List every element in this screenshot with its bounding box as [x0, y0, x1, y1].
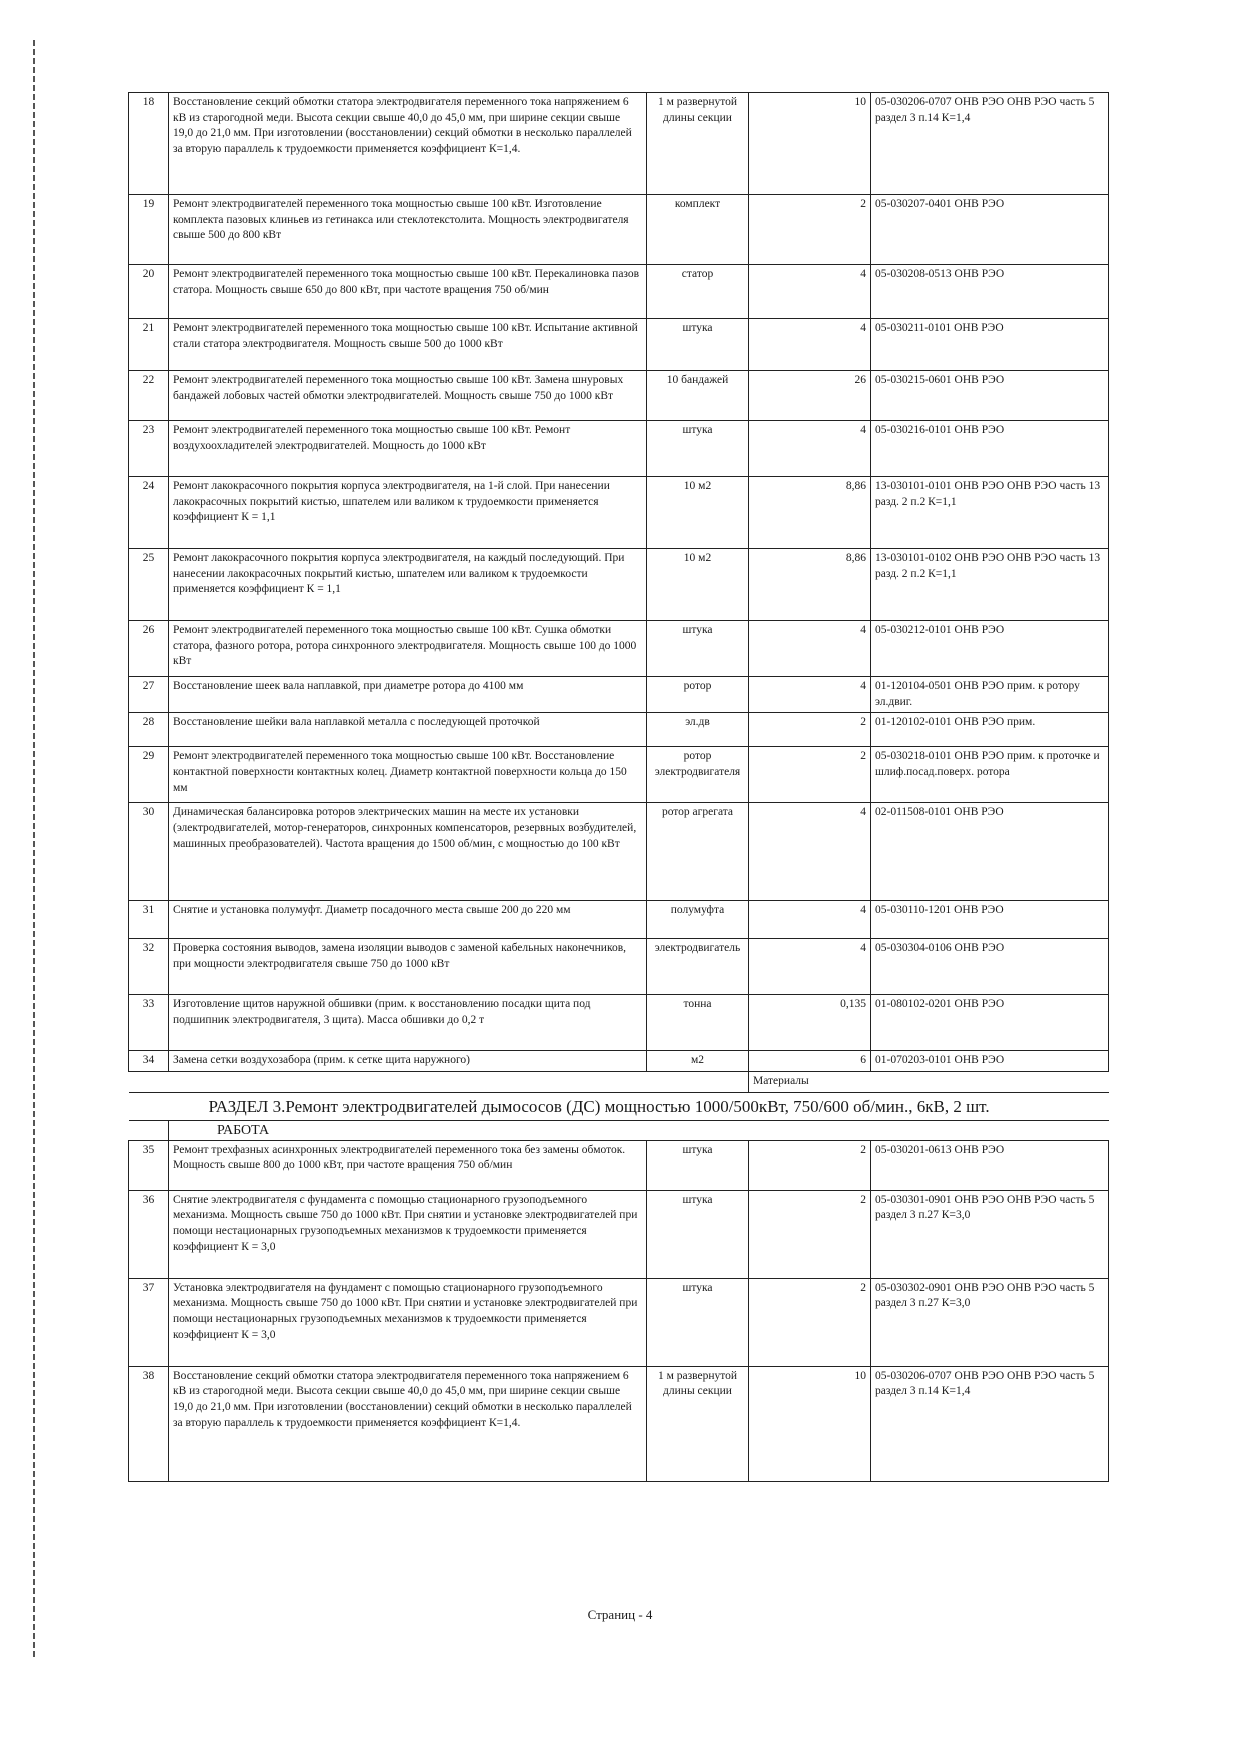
- row-norm-code: 05-030302-0901 ОНВ РЭО ОНВ РЭО часть 5 раздел 3 п.27 К=3,0: [871, 1278, 1109, 1366]
- row-unit: 10 м2: [647, 477, 749, 549]
- table-row: 38 Восстановление секций обмотки статора электродвигателя переменного тока напряжением 6 кВ из старогодной меди. Высота секции свыше 40,0 до 45,0 мм, при ширине секции свыше 19,0 до 21,0 мм. При изготовлении (восстановлении) секций обмотки в несколько параллелей за вторую параллель к трудоемкости применяется коэффициент К=1,4. 1 м развернутой длины секции 10 05-030206-0707 ОНВ РЭО ОНВ РЭО часть 5 раздел 3 п.14 К=1,4: [129, 1366, 1109, 1481]
- row-description: Динамическая балансировка роторов электрических машин на месте их установки (электродвигателей, мотор-генераторов, синхронных компенсаторов, резервных возбудителей, машинных преобразователей). Частота вращения до 1500 об/мин, с мощностью до 100 кВт: [169, 803, 647, 901]
- row-unit: ротор: [647, 677, 749, 713]
- row-unit: ротор агрегата: [647, 803, 749, 901]
- table-row: 31 Снятие и установка полумуфт. Диаметр посадочного места свыше 200 до 220 мм полумуфта 4 05-030110-1201 ОНВ РЭО: [129, 901, 1109, 939]
- row-quantity: 10: [749, 93, 871, 195]
- row-quantity: 4: [749, 265, 871, 319]
- row-description: Ремонт электродвигателей переменного тока мощностью свыше 100 кВт. Изготовление комплекта пазовых клиньев из гетинакса или стеклотекстолита. Мощность электродвигателя свыше 500 до 800 кВт: [169, 195, 647, 265]
- row-quantity: 0,135: [749, 995, 871, 1051]
- section-header-row: [129, 1092, 1109, 1120]
- row-description: Ремонт электродвигателей переменного тока мощностью свыше 100 кВт. Замена шнуровых бандажей лобовых частей обмотки электродвигателей. Мощность свыше 750 до 1000 кВт: [169, 371, 647, 421]
- row-unit: 1 м развернутой длины секции: [647, 1366, 749, 1481]
- table-row: 37 Установка электродвигателя на фундамент с помощью стационарного грузоподъемного механизма. Мощность свыше 750 до 1000 кВт. При снятии и установке электродвигателей при помощи нестационарных грузоподъемных механизмов к трудоемкости применяется коэффициент К = 3,0 штука 2 05-030302-0901 ОНВ РЭО ОНВ РЭО часть 5 раздел 3 п.27 К=3,0: [129, 1278, 1109, 1366]
- row-unit: тонна: [647, 995, 749, 1051]
- row-quantity: 6: [749, 1051, 871, 1072]
- row-norm-code: 05-030206-0707 ОНВ РЭО ОНВ РЭО часть 5 раздел 3 п.14 К=1,4: [871, 93, 1109, 195]
- row-norm-code: 05-030218-0101 ОНВ РЭО прим. к проточке и шлиф.посад.поверх. ротора: [871, 747, 1109, 803]
- row-norm-code: 05-030201-0613 ОНВ РЭО: [871, 1140, 1109, 1190]
- table-row: 30 Динамическая балансировка роторов электрических машин на месте их установки (электродвигателей, мотор-генераторов, синхронных компенсаторов, резервных возбудителей, машинных преобразователей). Частота вращения до 1500 об/мин, с мощностью до 100 кВт ротор агрегата 4 02-011508-0101 ОНВ РЭО: [129, 803, 1109, 901]
- table-row: 18 Восстановление секций обмотки статора электродвигателя переменного тока напряжением 6 кВ из старогодной меди. Высота секции свыше 40,0 до 45,0 мм, при ширине секции свыше 19,0 до 21,0 мм. При изготовлении (восстановлении) секций обмотки в несколько параллелей за вторую параллель к трудоемкости применяется коэффициент К=1,4. 1 м развернутой длины секции 10 05-030206-0707 ОНВ РЭО ОНВ РЭО часть 5 раздел 3 п.14 К=1,4: [129, 93, 1109, 195]
- row-unit: ротор электродвигателя: [647, 747, 749, 803]
- row-norm-code: 01-120102-0101 ОНВ РЭО прим.: [871, 713, 1109, 747]
- row-description: Ремонт электродвигателей переменного тока мощностью свыше 100 кВт. Восстановление контактной поверхности контактных колец. Диаметр контактной поверхности кольца до 150 мм: [169, 747, 647, 803]
- row-description: Восстановление секций обмотки статора электродвигателя переменного тока напряжением 6 кВ из старогодной меди. Высота секции свыше 40,0 до 45,0 мм, при ширине секции свыше 19,0 до 21,0 мм. При изготовлении (восстановлении) секций обмотки в несколько параллелей за вторую параллель к трудоемкости применяется коэффициент К=1,4.: [169, 1366, 647, 1481]
- row-norm-code: 01-120104-0501 ОНВ РЭО прим. к ротору эл.двиг.: [871, 677, 1109, 713]
- row-norm-code: 05-030208-0513 ОНВ РЭО: [871, 265, 1109, 319]
- row-description: Ремонт трехфазных асинхронных электродвигателей переменного тока без замены обмоток. Мощность свыше 800 до 1000 кВт, при частоте вращения 750 об/мин: [169, 1140, 647, 1190]
- row-norm-code: 05-030212-0101 ОНВ РЭО: [871, 621, 1109, 677]
- row-quantity: 4: [749, 939, 871, 995]
- table-row: 22 Ремонт электродвигателей переменного тока мощностью свыше 100 кВт. Замена шнуровых бандажей лобовых частей обмотки электродвигателей. Мощность свыше 750 до 1000 кВт 10 бандажей 26 05-030215-0601 ОНВ РЭО: [129, 371, 1109, 421]
- row-description: Проверка состояния выводов, замена изоляции выводов с заменой кабельных наконечников, при мощности электродвигателя свыше 750 до 1000 кВт: [169, 939, 647, 995]
- row-unit: штука: [647, 621, 749, 677]
- row-quantity: 4: [749, 803, 871, 901]
- row-quantity: 2: [749, 1140, 871, 1190]
- table-row: 27 Восстановление шеек вала наплавкой, при диаметре ротора до 4100 мм ротор 4 01-120104-0501 ОНВ РЭО прим. к ротору эл.двиг.: [129, 677, 1109, 713]
- table-row: 28 Восстановление шейки вала наплавкой металла с последующей проточкой эл.дв 2 01-120102-0101 ОНВ РЭО прим.: [129, 713, 1109, 747]
- row-unit: штука: [647, 1278, 749, 1366]
- row-quantity: 2: [749, 747, 871, 803]
- row-description: Ремонт лакокрасочного покрытия корпуса электродвигателя, на 1-й слой. При нанесении лакокрасочных покрытий кистью, шпателем или валиком к трудоемкости применяется коэффициент К = 1,1: [169, 477, 647, 549]
- row-norm-code: 01-080102-0201 ОНВ РЭО: [871, 995, 1109, 1051]
- section-title: РАЗДЕЛ 3.Ремонт электродвигателей дымососов (ДС) мощностью 1000/500кВт, 750/600 об/мин., 6кВ, 2 шт.: [129, 1092, 1109, 1120]
- row-quantity: 4: [749, 621, 871, 677]
- row-description: Снятие и установка полумуфт. Диаметр посадочного места свыше 200 до 220 мм: [169, 901, 647, 939]
- table-row: 26 Ремонт электродвигателей переменного тока мощностью свыше 100 кВт. Сушка обмотки статора, фазного ротора, ротора синхронного электродвигателя. Мощность свыше 100 до 1000 кВт штука 4 05-030212-0101 ОНВ РЭО: [129, 621, 1109, 677]
- table-row: 35 Ремонт трехфазных асинхронных электродвигателей переменного тока без замены обмоток. Мощность свыше 800 до 1000 кВт, при частоте вращения 750 об/мин штука 2 05-030201-0613 ОНВ РЭО: [129, 1140, 1109, 1190]
- row-description: Изготовление щитов наружной обшивки (прим. к восстановлению посадки щита под подшипник электродвигателя, 3 щита). Масса обшивки до 0,2 т: [169, 995, 647, 1051]
- row-quantity: 2: [749, 1190, 871, 1278]
- row-unit: электродвигатель: [647, 939, 749, 995]
- row-unit: штука: [647, 1190, 749, 1278]
- work-label-row: [129, 1120, 1109, 1140]
- table-row: 21 Ремонт электродвигателей переменного тока мощностью свыше 100 кВт. Испытание активной стали статора электродвигателя. Мощность свыше 500 до 1000 кВт штука 4 05-030211-0101 ОНВ РЭО: [129, 319, 1109, 371]
- row-norm-code: 05-030110-1201 ОНВ РЭО: [871, 901, 1109, 939]
- row-norm-code: 13-030101-0101 ОНВ РЭО ОНВ РЭО часть 13 разд. 2 п.2 К=1,1: [871, 477, 1109, 549]
- row-unit: статор: [647, 265, 749, 319]
- row-unit: 1 м развернутой длины секции: [647, 93, 749, 195]
- row-description: Ремонт электродвигателей переменного тока мощностью свыше 100 кВт. Сушка обмотки статора, фазного ротора, ротора синхронного электродвигателя. Мощность свыше 100 до 1000 кВт: [169, 621, 647, 677]
- row-unit: эл.дв: [647, 713, 749, 747]
- row-unit: м2: [647, 1051, 749, 1072]
- table-row: 20 Ремонт электродвигателей переменного тока мощностью свыше 100 кВт. Перекалиновка пазов статора. Мощность свыше 650 до 800 кВт, при частоте вращения 750 об/мин статор 4 05-030208-0513 ОНВ РЭО: [129, 265, 1109, 319]
- materials-label: Материалы: [749, 1071, 1109, 1092]
- row-norm-code: 02-011508-0101 ОНВ РЭО: [871, 803, 1109, 901]
- table-row: 33 Изготовление щитов наружной обшивки (прим. к восстановлению посадки щита под подшипник электродвигателя, 3 щита). Масса обшивки до 0,2 т тонна 0,135 01-080102-0201 ОНВ РЭО: [129, 995, 1109, 1051]
- materials-row: [129, 1071, 1109, 1092]
- row-quantity: 10: [749, 1366, 871, 1481]
- row-description: Восстановление шеек вала наплавкой, при диаметре ротора до 4100 мм: [169, 677, 647, 713]
- table-row: 19 Ремонт электродвигателей переменного тока мощностью свыше 100 кВт. Изготовление комплекта пазовых клиньев из гетинакса или стеклотекстолита. Мощность электродвигателя свыше 500 до 800 кВт комплект 2 05-030207-0401 ОНВ РЭО: [129, 195, 1109, 265]
- row-quantity: 4: [749, 901, 871, 939]
- row-quantity: 2: [749, 713, 871, 747]
- table-row: 32 Проверка состояния выводов, замена изоляции выводов с заменой кабельных наконечников, при мощности электродвигателя свыше 750 до 1000 кВт электродвигатель 4 05-030304-0106 ОНВ РЭО: [129, 939, 1109, 995]
- row-description: Замена сетки воздухозабора (прим. к сетке щита наружного): [169, 1051, 647, 1072]
- row-unit: штука: [647, 421, 749, 477]
- work-label: РАБОТА: [169, 1120, 1109, 1140]
- row-unit: штука: [647, 319, 749, 371]
- row-norm-code: 05-030207-0401 ОНВ РЭО: [871, 195, 1109, 265]
- row-quantity: 4: [749, 421, 871, 477]
- row-norm-code: 13-030101-0102 ОНВ РЭО ОНВ РЭО часть 13 разд. 2 п.2 К=1,1: [871, 549, 1109, 621]
- row-description: Восстановление секций обмотки статора электродвигателя переменного тока напряжением 6 кВ из старогодной меди. Высота секции свыше 40,0 до 45,0 мм, при ширине секции свыше 19,0 до 21,0 мм. При изготовлении (восстановлении) секций обмотки в несколько параллелей за вторую параллель к трудоемкости применяется коэффициент К=1,4.: [169, 93, 647, 195]
- row-norm-code: 05-030211-0101 ОНВ РЭО: [871, 319, 1109, 371]
- row-quantity: 2: [749, 195, 871, 265]
- row-norm-code: 01-070203-0101 ОНВ РЭО: [871, 1051, 1109, 1072]
- row-norm-code: 05-030216-0101 ОНВ РЭО: [871, 421, 1109, 477]
- row-description: Восстановление шейки вала наплавкой металла с последующей проточкой: [169, 713, 647, 747]
- row-description: Ремонт электродвигателей переменного тока мощностью свыше 100 кВт. Ремонт воздухоохладителей электродвигателей. Мощность до 1000 кВт: [169, 421, 647, 477]
- row-unit: полумуфта: [647, 901, 749, 939]
- binding-edge-mark: [33, 40, 35, 1660]
- page-footer: Страниц - 4: [587, 1607, 653, 1622]
- row-norm-code: 05-030304-0106 ОНВ РЭО: [871, 939, 1109, 995]
- table-row: 25 Ремонт лакокрасочного покрытия корпуса электродвигателя, на каждый последующий. При нанесении лакокрасочных покрытий кистью, шпателем или валиком к трудоемкости применяется коэффициент К = 1,1 10 м2 8,86 13-030101-0102 ОНВ РЭО ОНВ РЭО часть 13 разд. 2 п.2 К=1,1: [129, 549, 1109, 621]
- row-quantity: 26: [749, 371, 871, 421]
- row-quantity: 8,86: [749, 477, 871, 549]
- row-description: Ремонт электродвигателей переменного тока мощностью свыше 100 кВт. Перекалиновка пазов статора. Мощность свыше 650 до 800 кВт, при частоте вращения 750 об/мин: [169, 265, 647, 319]
- table-row: 24 Ремонт лакокрасочного покрытия корпуса электродвигателя, на 1-й слой. При нанесении лакокрасочных покрытий кистью, шпателем или валиком к трудоемкости применяется коэффициент К = 1,1 10 м2 8,86 13-030101-0101 ОНВ РЭО ОНВ РЭО часть 13 разд. 2 п.2 К=1,1: [129, 477, 1109, 549]
- row-unit: штука: [647, 1140, 749, 1190]
- row-unit: комплект: [647, 195, 749, 265]
- row-norm-code: 05-030206-0707 ОНВ РЭО ОНВ РЭО часть 5 раздел 3 п.14 К=1,4: [871, 1366, 1109, 1481]
- row-unit: 10 м2: [647, 549, 749, 621]
- row-description: Ремонт электродвигателей переменного тока мощностью свыше 100 кВт. Испытание активной стали статора электродвигателя. Мощность свыше 500 до 1000 кВт: [169, 319, 647, 371]
- estimate-table: [128, 92, 1109, 1482]
- row-norm-code: 05-030301-0901 ОНВ РЭО ОНВ РЭО часть 5 раздел 3 п.27 К=3,0: [871, 1190, 1109, 1278]
- table-row: 23 Ремонт электродвигателей переменного тока мощностью свыше 100 кВт. Ремонт воздухоохладителей электродвигателей. Мощность до 1000 кВт штука 4 05-030216-0101 ОНВ РЭО: [129, 421, 1109, 477]
- table-row: 34 Замена сетки воздухозабора (прим. к сетке щита наружного) м2 6 01-070203-0101 ОНВ РЭО: [129, 1051, 1109, 1072]
- row-quantity: 4: [749, 319, 871, 371]
- table-row: 29 Ремонт электродвигателей переменного тока мощностью свыше 100 кВт. Восстановление контактной поверхности контактных колец. Диаметр контактной поверхности кольца до 150 мм ротор электродвигателя 2 05-030218-0101 ОНВ РЭО прим. к проточке и шлиф.посад.поверх. ротора: [129, 747, 1109, 803]
- row-unit: 10 бандажей: [647, 371, 749, 421]
- row-quantity: 4: [749, 677, 871, 713]
- row-norm-code: 05-030215-0601 ОНВ РЭО: [871, 371, 1109, 421]
- row-description: Снятие электродвигателя с фундамента с помощью стационарного грузоподъемного механизма. Мощность свыше 750 до 1000 кВт. При снятии и установке электродвигателей при помощи нестационарных грузоподъемных механизмов к трудоемкости применяется коэффициент К = 3,0: [169, 1190, 647, 1278]
- row-description: Установка электродвигателя на фундамент с помощью стационарного грузоподъемного механизма. Мощность свыше 750 до 1000 кВт. При снятии и установке электродвигателей при помощи нестационарных грузоподъемных механизмов к трудоемкости применяется коэффициент К = 3,0: [169, 1278, 647, 1366]
- table-row: 36 Снятие электродвигателя с фундамента с помощью стационарного грузоподъемного механизма. Мощность свыше 750 до 1000 кВт. При снятии и установке электродвигателей при помощи нестационарных грузоподъемных механизмов к трудоемкости применяется коэффициент К = 3,0 штука 2 05-030301-0901 ОНВ РЭО ОНВ РЭО часть 5 раздел 3 п.27 К=3,0: [129, 1190, 1109, 1278]
- row-quantity: 8,86: [749, 549, 871, 621]
- row-description: Ремонт лакокрасочного покрытия корпуса электродвигателя, на каждый последующий. При нанесении лакокрасочных покрытий кистью, шпателем или валиком к трудоемкости применяется коэффициент К = 1,1: [169, 549, 647, 621]
- row-quantity: 2: [749, 1278, 871, 1366]
